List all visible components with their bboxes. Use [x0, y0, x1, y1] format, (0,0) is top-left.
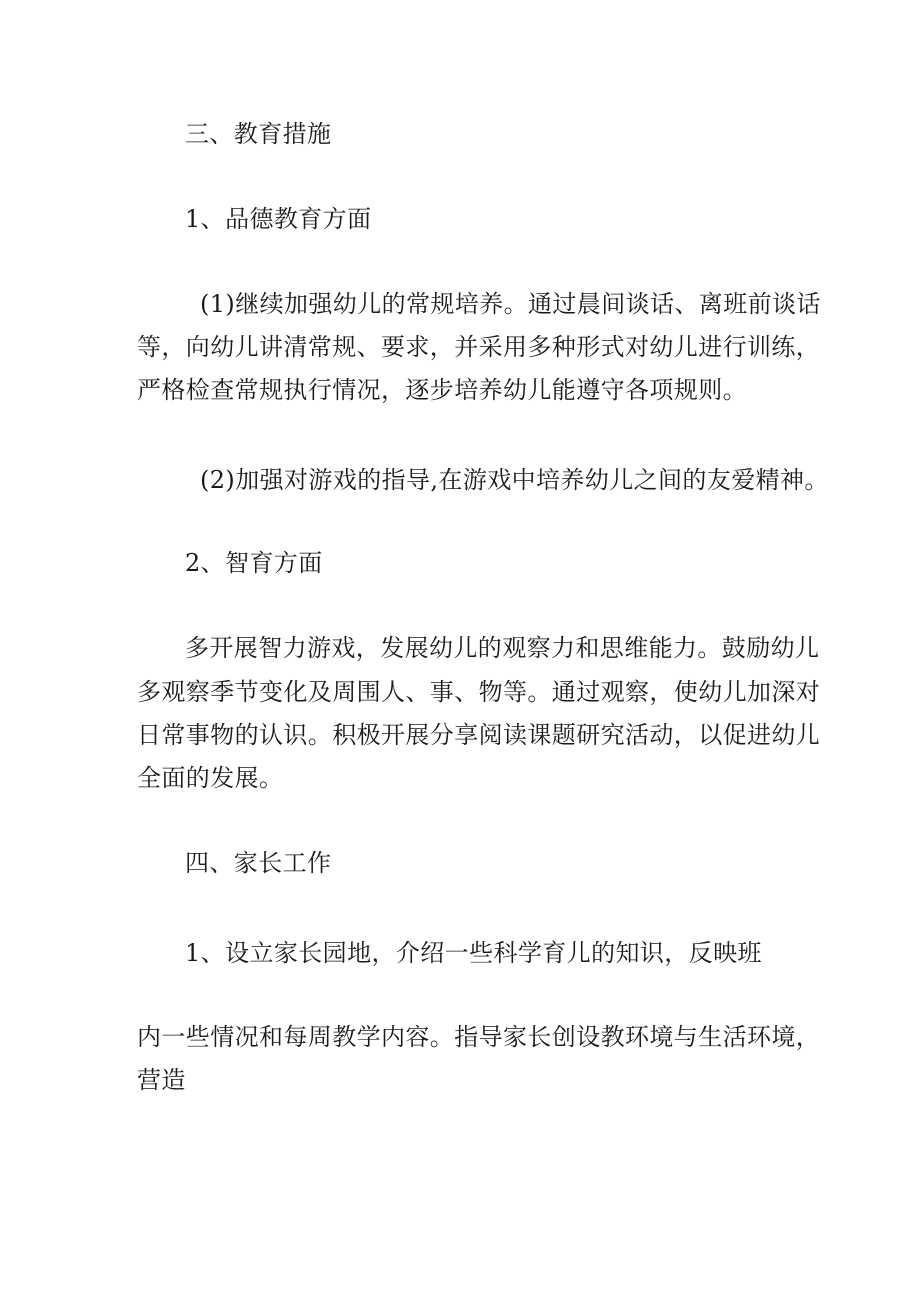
subheading-intellectual-education: 2、智育方面: [185, 549, 323, 577]
paragraph-1-line-2: 等，向幼儿讲清常规、要求，并采用多种形式对幼儿进行训练，: [137, 333, 821, 361]
paragraph-1-line-3: 严格检查常规执行情况，逐步培养幼儿能遵守各项规则。: [137, 376, 747, 404]
paragraph-3-line-4: 全面的发展。: [137, 764, 284, 792]
section-heading-education-measures: 三、教育措施: [185, 120, 332, 148]
paragraph-4: 1、设立家长园地，介绍一些科学育儿的知识，反映班: [185, 939, 762, 967]
section-heading-parent-work: 四、家长工作: [185, 849, 332, 877]
paragraph-3-line-1: 多开展智力游戏，发展幼儿的观察力和思维能力。鼓励幼儿: [185, 634, 820, 662]
paragraph-3-line-2: 多观察季节变化及周围人、事、物等。通过观察，使幼儿加深对: [137, 678, 821, 706]
paragraph-5-line-2: 营造: [137, 1066, 186, 1094]
subheading-moral-education: 1、品德教育方面: [185, 205, 372, 233]
paragraph-1-line-1: (1)继续加强幼儿的常规培养。通过晨间谈话、离班前谈话: [200, 290, 821, 318]
paragraph-3-line-3: 日常事物的认识。积极开展分享阅读课题研究活动，以促进幼儿: [137, 721, 821, 749]
paragraph-2: (2)加强对游戏的指导,在游戏中培养幼儿之间的友爱精神。: [200, 466, 829, 494]
paragraph-5-line-1: 内一些情况和每周教学内容。指导家长创设教环境与生活环境，: [137, 1023, 821, 1051]
